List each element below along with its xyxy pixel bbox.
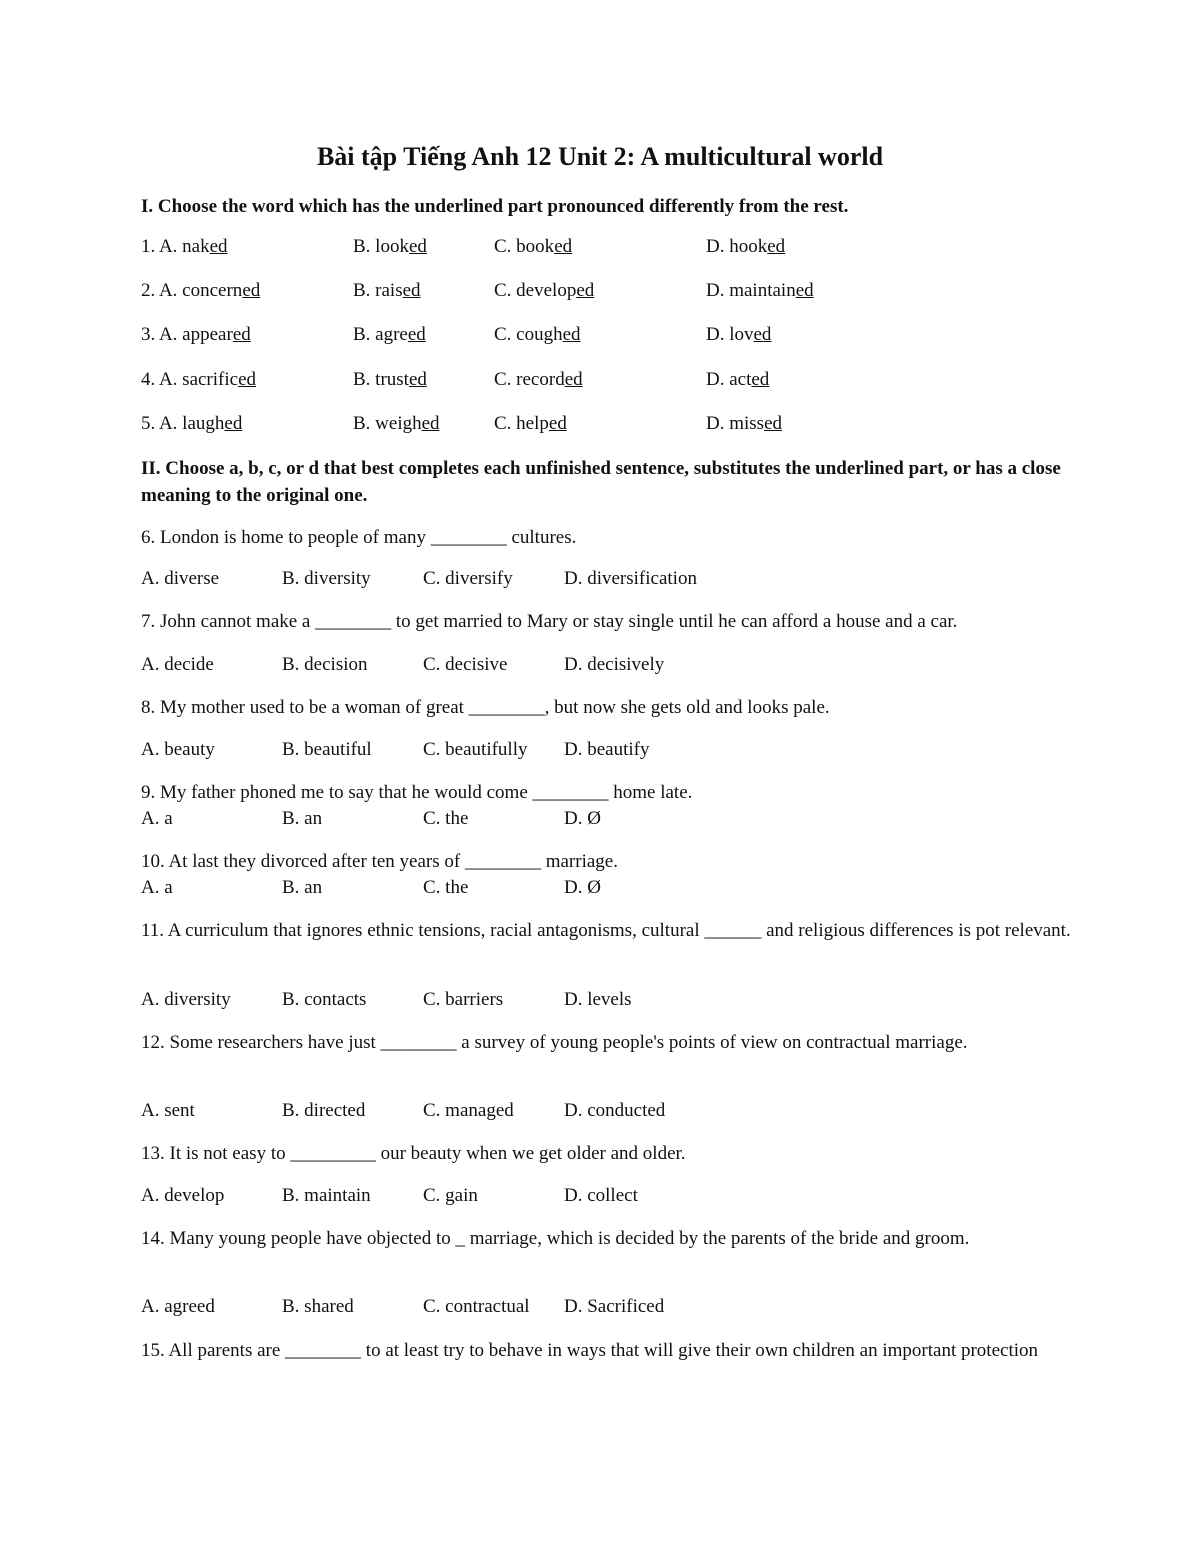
option: [353, 234, 427, 260]
question-11: 11. A curriculum that ignores ethnic tensions, racial antagonisms, cultural ______ and religious differences is pot relevant.: [141, 920, 1071, 941]
underlined-part: ed: [562, 324, 581, 345]
option: [141, 367, 256, 393]
question-13-options: [141, 1183, 1071, 1209]
question-8-options: [141, 737, 1071, 763]
underlined-part: ed: [548, 413, 567, 434]
option: B. an: [282, 877, 323, 898]
option: D. collect: [564, 1185, 638, 1206]
question-11-options: [141, 987, 1071, 1013]
option: [494, 234, 572, 260]
option-text: D. act: [706, 369, 752, 390]
option: D. conducted: [564, 1100, 666, 1121]
question-12: 12. Some researchers have just ________ a survey of young people's points of view on contractual marriage.: [141, 1032, 968, 1053]
option-text: C. help: [494, 413, 549, 434]
option: D. levels: [564, 989, 632, 1010]
option: A. diverse: [141, 568, 220, 589]
option: D. beautify: [564, 739, 650, 760]
question-6: 6. London is home to people of many ________ cultures.: [141, 527, 577, 548]
question-14-options: [141, 1294, 1071, 1320]
option: [141, 322, 251, 348]
option-text: C. record: [494, 369, 565, 390]
option-text: D. miss: [706, 413, 765, 434]
option-text: B. rais: [353, 280, 403, 301]
option: [706, 367, 769, 393]
option: B. beautiful: [282, 739, 372, 760]
option: [706, 411, 782, 437]
option: [353, 278, 421, 304]
option: B. contacts: [282, 989, 367, 1010]
option: [141, 234, 228, 260]
option: B. shared: [282, 1296, 354, 1317]
section-2-heading: II. Choose a, b, c, or d that best completes each unfinished sentence, substitutes the underlined part, or has a close meaning to the original one.: [141, 458, 1061, 506]
option: [353, 411, 440, 437]
option: C. managed: [423, 1100, 514, 1121]
option-text: 1. A. nak: [141, 236, 210, 257]
option: C. the: [423, 808, 469, 829]
question-9: 9. My father phoned me to say that he would come ________ home late.: [141, 782, 693, 803]
option: D. Ø: [564, 877, 601, 898]
option: [141, 411, 242, 437]
question-9-options: [141, 806, 1071, 832]
question-7-options: [141, 652, 1071, 678]
option-text: D. hook: [706, 236, 768, 257]
question-7: 7. John cannot make a ________ to get married to Mary or stay single until he can afford a house and a car.: [141, 611, 958, 632]
underlined-part: ed: [408, 236, 427, 257]
option: C. beautifully: [423, 739, 528, 760]
option: B. diversity: [282, 568, 371, 589]
pronunciation-item-4: [141, 367, 1071, 393]
option: A. develop: [141, 1185, 225, 1206]
option: [494, 278, 594, 304]
option: A. beauty: [141, 739, 215, 760]
option-text: B. trust: [353, 369, 409, 390]
pronunciation-item-5: [141, 411, 1071, 437]
option: [706, 322, 771, 348]
question-15: 15. All parents are ________ to at least try to behave in ways that will give their own children an important protection: [141, 1340, 1038, 1361]
option: C. decisive: [423, 654, 508, 675]
option: [353, 322, 426, 348]
option: [141, 278, 260, 304]
option: B. an: [282, 808, 323, 829]
underlined-part: ed: [421, 413, 440, 434]
option: [494, 322, 581, 348]
option: [494, 367, 583, 393]
option: B. decision: [282, 654, 368, 675]
pronunciation-item-2: [141, 278, 1071, 304]
option: A. a: [141, 808, 173, 829]
underlined-part: ed: [564, 369, 583, 390]
option: A. diversity: [141, 989, 231, 1010]
option-text: C. develop: [494, 280, 577, 301]
question-6-options: [141, 566, 1071, 592]
option-text: 2. A. concern: [141, 280, 243, 301]
option: [353, 367, 427, 393]
option-text: D. lov: [706, 324, 754, 345]
underlined-part: ed: [407, 324, 426, 345]
option: D. decisively: [564, 654, 665, 675]
underlined-part: ed: [408, 369, 427, 390]
section-1-heading: I. Choose the word which has the underlined part pronounced differently from the rest.: [141, 196, 849, 217]
option: C. barriers: [423, 989, 504, 1010]
underlined-part: ed: [238, 369, 257, 390]
option: C. contractual: [423, 1296, 530, 1317]
underlined-part: ed: [795, 280, 814, 301]
option: A. agreed: [141, 1296, 215, 1317]
option: D. Ø: [564, 808, 601, 829]
option-text: 3. A. appear: [141, 324, 233, 345]
option: C. the: [423, 877, 469, 898]
option: [494, 411, 567, 437]
option: A. a: [141, 877, 173, 898]
option-text: B. weigh: [353, 413, 422, 434]
question-10: 10. At last they divorced after ten years of ________ marriage.: [141, 851, 618, 872]
option: D. Sacrificed: [564, 1296, 665, 1317]
underlined-part: ed: [242, 280, 261, 301]
underlined-part: ed: [554, 236, 573, 257]
option: A. sent: [141, 1100, 195, 1121]
underlined-part: ed: [767, 236, 786, 257]
option: A. decide: [141, 654, 214, 675]
option: B. directed: [282, 1100, 366, 1121]
option: C. gain: [423, 1185, 478, 1206]
question-10-options: [141, 875, 1071, 901]
underlined-part: ed: [576, 280, 595, 301]
option: [706, 278, 814, 304]
question-13: 13. It is not easy to _________ our beauty when we get older and older.: [141, 1143, 686, 1164]
page-title: Bài tập Tiếng Anh 12 Unit 2: A multicultural world: [316, 142, 884, 171]
pronunciation-item-3: [141, 322, 1071, 348]
option-text: D. maintain: [706, 280, 796, 301]
pronunciation-item-1: [141, 234, 1071, 260]
question-8: 8. My mother used to be a woman of great ________, but now she gets old and looks pale.: [141, 697, 830, 718]
option-text: C. book: [494, 236, 555, 257]
option: D. diversification: [564, 568, 697, 589]
option-text: B. look: [353, 236, 409, 257]
underlined-part: ed: [209, 236, 228, 257]
question-12-options: [141, 1098, 1071, 1124]
underlined-part: ed: [751, 369, 770, 390]
option-text: C. cough: [494, 324, 563, 345]
underlined-part: ed: [753, 324, 772, 345]
underlined-part: ed: [402, 280, 421, 301]
question-14: 14. Many young people have objected to _ marriage, which is decided by the parents of the bride and groom.: [141, 1228, 970, 1249]
underlined-part: ed: [232, 324, 251, 345]
option: [706, 234, 785, 260]
underlined-part: ed: [764, 413, 783, 434]
option: B. maintain: [282, 1185, 371, 1206]
option-text: B. agre: [353, 324, 408, 345]
option: C. diversify: [423, 568, 513, 589]
underlined-part: ed: [224, 413, 243, 434]
option-text: 5. A. laugh: [141, 413, 225, 434]
option-text: 4. A. sacrific: [141, 369, 239, 390]
